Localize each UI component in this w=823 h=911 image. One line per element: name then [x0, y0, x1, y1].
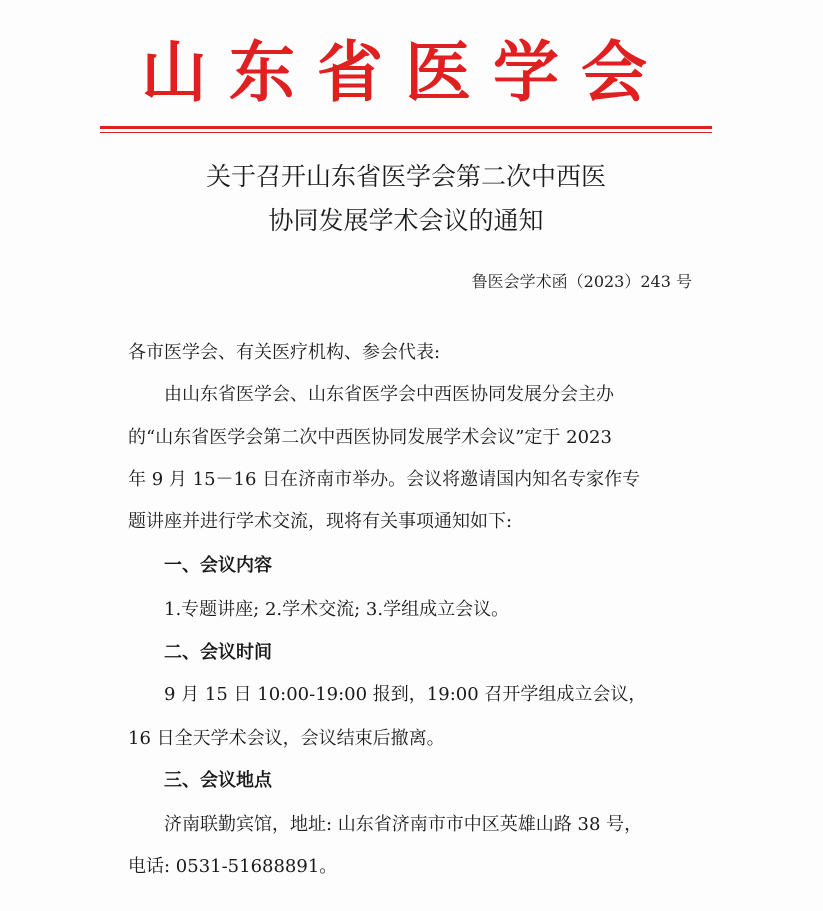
- document-title-line-2: 协同发展学术会议的通知: [268, 206, 544, 235]
- letterhead-divider: [100, 126, 712, 129]
- document-title-line-1: 关于召开山东省医学会第二次中西医: [205, 162, 606, 191]
- intro-line-1: 由山东省医学会、山东省医学会中西医协同发展分会主办: [164, 384, 614, 405]
- section-venue-line-1: 济南联勤宾馆，地址: 山东省济南市市中区英雄山路 38 号，: [164, 814, 643, 835]
- section-heading-time: 二、会议时间: [164, 642, 272, 663]
- section-content-line-1: 1.专题讲座; 2.学术交流; 3.学组成立会议。: [164, 599, 510, 620]
- salutation: 各市医学会、有关医疗机构、参会代表:: [128, 342, 441, 363]
- document-number: 鲁医会学术函（2023）243 号: [471, 272, 692, 291]
- letterhead-divider-thin: [100, 132, 712, 133]
- letterhead-org-name: 山东省医学会: [141, 34, 669, 111]
- section-time-line-1: 9 月 15 日 10:00-19:00 报到，19:00 召开学组成立会议，: [164, 684, 647, 705]
- section-venue-line-2: 电话: 0531-51688891。: [128, 856, 338, 877]
- section-time-line-2: 16 日全天学术会议，会议结束后撤离。: [128, 728, 445, 749]
- section-heading-content: 一、会议内容: [164, 555, 272, 576]
- section-heading-venue: 三、会议地点: [164, 770, 272, 791]
- intro-line-2: 的“山东省医学会第二次中西医协同发展学术会议”定于 2023: [128, 427, 612, 448]
- intro-line-4: 题讲座并进行学术交流，现将有关事项通知如下:: [128, 511, 513, 532]
- intro-line-3: 年 9 月 15－16 日在济南市举办。会议将邀请国内知名专家作专: [128, 469, 641, 490]
